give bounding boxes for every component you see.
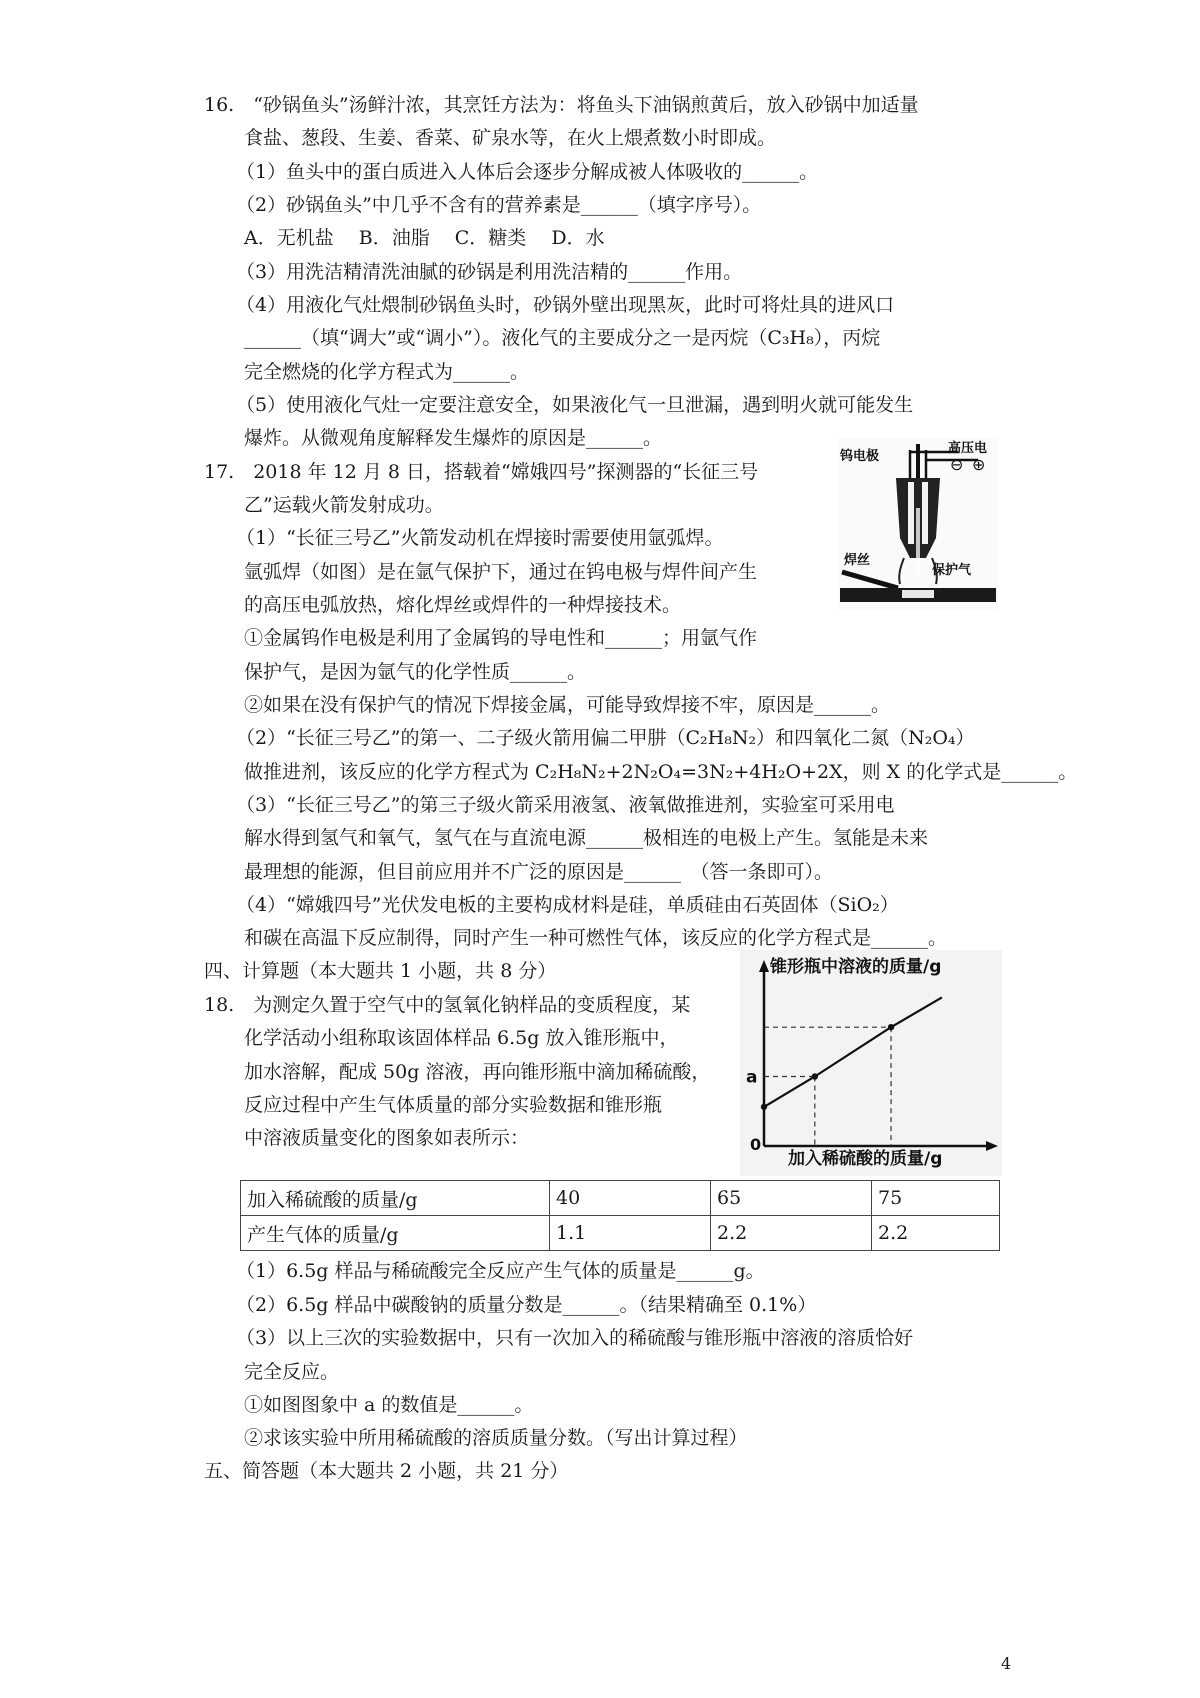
q18-line-2: 化学活动小组称取该固体样品 6.5g 放入锥形瓶中， bbox=[244, 1027, 679, 1049]
table-cell: 40 bbox=[550, 1181, 711, 1216]
q16-line-1: 16. “砂锅鱼头”汤鲜汁浓，其烹饪方法为：将鱼头下油锅煎黄后，放入砂锅中加适量 bbox=[204, 94, 919, 116]
q17-line-1: 17. 2018 年 12 月 8 日，搭载着“嫦娥四号”探测器的“长征三号 bbox=[204, 461, 759, 483]
q17-line-9: （2）“长征三号乙”的第一、二子级火箭用偏二甲肼（C₂H₈N₂）和四氧化二氮（N₂O₄） bbox=[236, 727, 975, 749]
q18-line-7: （2）6.5g 样品中碳酸钠的质量分数是______。（结果精确至 0.1%） bbox=[236, 1294, 817, 1316]
table-cell: 1.1 bbox=[550, 1216, 711, 1251]
q18-line-5: 中溶液质量变化的图象如表所示： bbox=[244, 1127, 530, 1149]
chart-origin-label: 0 bbox=[750, 1135, 762, 1154]
table-cell: 2.2 bbox=[872, 1216, 1000, 1251]
q18-line-9: 完全反应。 bbox=[244, 1361, 340, 1383]
q16-line-2: 食盐、葱段、生姜、香菜、矿泉水等，在火上煨煮数小时即成。 bbox=[244, 127, 777, 149]
q17-line-5: 的高压电弧放热，熔化焊丝或焊件的一种焊接技术。 bbox=[244, 594, 682, 616]
q16-line-7: （4）用液化气灶煨制砂锅鱼头时，砂锅外壁出现黑灰，此时可将灶具的进风口 bbox=[236, 294, 895, 316]
q17-line-4: 氩弧焊（如图）是在氩气保护下，通过在钨电极与焊件间产生 bbox=[244, 561, 758, 583]
shield-gas-label: 保护气 bbox=[932, 563, 972, 578]
minus-terminal-icon: ⊖ bbox=[950, 455, 964, 474]
q17-line-11: （3）“长征三号乙”的第三子级火箭采用液氢、液氧做推进剂，实验室可采用电 bbox=[236, 794, 895, 816]
q17-line-14: （4）“嫦娥四号”光伏发电板的主要构成材料是硅，单质硅由石英固体（SiO₂） bbox=[236, 894, 899, 916]
table-row bbox=[241, 1181, 1000, 1216]
q16-line-9: 完全燃烧的化学方程式为______。 bbox=[244, 361, 530, 383]
high-voltage-label: 高压电 bbox=[948, 441, 988, 456]
chart-point bbox=[761, 1104, 767, 1110]
argon-welding-figure bbox=[838, 438, 998, 610]
q17-line-3: （1）“长征三号乙”火箭发动机在焊接时需要使用氩弧焊。 bbox=[236, 527, 724, 549]
q17-line-15: 和碳在高温下反应制得，同时产生一种可燃性气体，该反应的化学方程式是______。 bbox=[244, 927, 948, 949]
tungsten-electrode-label: 钨电极 bbox=[840, 449, 880, 464]
q16-options: A．无机盐 B．油脂 C．糖类 D．水 bbox=[244, 227, 605, 249]
q18-line-11: ②求该实验中所用稀硫酸的溶质质量分数。（写出计算过程） bbox=[244, 1427, 748, 1449]
data-table bbox=[240, 1180, 1000, 1251]
section-4-heading: 四、计算题（本大题共 1 小题，共 8 分） bbox=[204, 960, 557, 982]
chart-ylabel: 锥形瓶中溶液的质量/g bbox=[770, 957, 942, 977]
q17-line-12: 解水得到氢气和氧气，氢气在与直流电源______极相连的电极上产生。氢能是未来 bbox=[244, 827, 929, 849]
q16-line-11: 爆炸。从微观角度解释发生爆炸的原因是______。 bbox=[244, 427, 663, 449]
q17-line-6: ①金属钨作电极是利用了金属钨的导电性和______；用氩气作 bbox=[244, 627, 758, 649]
q16-line-3: （1）鱼头中的蛋白质进入人体后会逐步分解成被人体吸收的______。 bbox=[236, 161, 819, 183]
chart-point bbox=[888, 1024, 894, 1030]
plus-terminal-icon: ⊕ bbox=[972, 455, 986, 474]
q16-line-4: （2）砂锅鱼头”中几乎不含有的营养素是______（填字序号）。 bbox=[236, 194, 762, 216]
q18-line-1: 18. 为测定久置于空气中的氢氧化钠样品的变质程度，某 bbox=[204, 994, 691, 1016]
q16-line-10: （5）使用液化气灶一定要注意安全，如果液化气一旦泄漏，遇到明火就可能发生 bbox=[236, 394, 914, 416]
solution-mass-chart bbox=[740, 950, 1002, 1176]
table-cell: 75 bbox=[872, 1181, 1000, 1216]
q17-line-13: 最理想的能源，但目前应用并不广泛的原因是______ （答一条即可）。 bbox=[244, 861, 834, 883]
section-5-heading: 五、简答题（本大题共 2 小题，共 21 分） bbox=[204, 1460, 569, 1482]
table-cell: 加入稀硫酸的质量/g bbox=[241, 1181, 550, 1216]
chart-y-tick-label: a bbox=[746, 1067, 758, 1088]
q18-line-6: （1）6.5g 样品与稀硫酸完全反应产生气体的质量是______g。 bbox=[236, 1260, 765, 1282]
table-cell: 产生气体的质量/g bbox=[241, 1216, 550, 1251]
page-number: 4 bbox=[1001, 1654, 1012, 1673]
q16-line-6: （3）用洗洁精清洗油腻的砂锅是利用洗洁精的______作用。 bbox=[236, 261, 743, 283]
q17-line-7: 保护气，是因为氩气的化学性质______。 bbox=[244, 661, 587, 683]
q18-line-4: 反应过程中产生气体质量的部分实验数据和锥形瓶 bbox=[244, 1094, 663, 1116]
filler-wire-label: 焊丝 bbox=[844, 553, 871, 568]
q18-line-8: （3）以上三次的实验数据中，只有一次加入的稀硫酸与锥形瓶中溶液的溶质恰好 bbox=[236, 1327, 914, 1349]
q17-line-10: 做推进剂，该反应的化学方程式为 C₂H₈N₂+2N₂O₄=3N₂+4H₂O+2X，则 X 的化学式是______。 bbox=[244, 761, 1078, 783]
chart-background bbox=[740, 950, 1002, 1176]
table-row bbox=[241, 1216, 1000, 1251]
q17-line-8: ②如果在没有保护气的情况下焊接金属，可能导致焊接不牢，原因是______。 bbox=[244, 694, 891, 716]
q17-line-2: 乙”运载火箭发射成功。 bbox=[244, 494, 444, 516]
q18-line-10: ①如图图象中 a 的数值是______。 bbox=[244, 1394, 534, 1416]
q18-line-3: 加水溶解，配成 50g 溶液，再向锥形瓶中滴加稀硫酸， bbox=[244, 1061, 711, 1083]
chart-point bbox=[812, 1073, 818, 1079]
table-cell: 2.2 bbox=[711, 1216, 872, 1251]
q16-line-8: ______（填“调大”或“调小”）。液化气的主要成分之一是丙烷（C₃H₈），丙烷 bbox=[244, 327, 881, 349]
chart-xlabel: 加入稀硫酸的质量/g bbox=[788, 1149, 943, 1169]
table-cell: 65 bbox=[711, 1181, 872, 1216]
